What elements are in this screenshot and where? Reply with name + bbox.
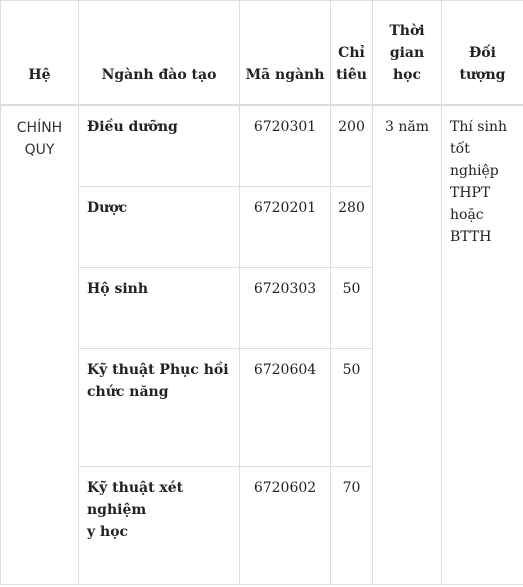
target-line: hoặc	[450, 207, 484, 223]
major-name: Hộ sinh	[87, 280, 148, 297]
header-quota	[331, 1, 373, 106]
code-cell: 6720201	[240, 186, 331, 267]
quota-cell: 50	[331, 348, 373, 466]
target-line: THPT	[450, 185, 491, 201]
header-quota-line: Chỉ	[338, 45, 365, 61]
header-target-line: Đối	[469, 45, 496, 61]
major-cell	[79, 186, 240, 267]
header-major: Ngành đào tạo	[79, 1, 240, 106]
major-name: chức năng	[87, 383, 169, 400]
header-target-line: tượng	[459, 67, 506, 83]
header-duration-line: Thời	[389, 23, 425, 39]
major-cell	[79, 105, 240, 186]
major-cell	[79, 267, 240, 348]
header-target	[442, 1, 523, 106]
table-row	[1, 105, 523, 186]
major-cell	[79, 466, 240, 584]
major-name: Kỹ thuật xét nghiệm	[87, 479, 184, 518]
target-line: nghiệp	[450, 163, 499, 179]
major-name: Dược	[87, 199, 128, 216]
quota-cell: 70	[331, 466, 373, 584]
header-duration	[373, 1, 442, 106]
header-duration-line: học	[392, 67, 422, 83]
quota-cell: 50	[331, 267, 373, 348]
header-quota-line: tiêu	[336, 67, 367, 83]
code-cell: 6720301	[240, 105, 331, 186]
code-cell: 6720303	[240, 267, 331, 348]
major-cell	[79, 348, 240, 466]
program-type-line: CHÍNH	[16, 120, 63, 136]
code-cell: 6720602	[240, 466, 331, 584]
major-name: Điều dưỡng	[87, 119, 178, 135]
target-cell	[442, 105, 523, 584]
program-type-line: QUY	[24, 142, 55, 158]
quota-cell: 200	[331, 105, 373, 186]
target-line: tốt	[450, 141, 470, 157]
header-he: Hệ	[1, 1, 79, 106]
program-type-cell	[1, 105, 79, 584]
major-name: Kỹ thuật Phục hồi	[87, 361, 229, 378]
code-cell: 6720604	[240, 348, 331, 466]
header-row	[1, 1, 523, 106]
target-line: Thí sinh	[450, 119, 507, 135]
duration-cell: 3 năm	[373, 105, 442, 584]
major-name: y học	[87, 523, 129, 540]
quota-cell: 280	[331, 186, 373, 267]
target-line: BTTH	[450, 229, 492, 245]
header-duration-line: gian	[389, 45, 425, 61]
header-code: Mã ngành	[240, 1, 331, 106]
